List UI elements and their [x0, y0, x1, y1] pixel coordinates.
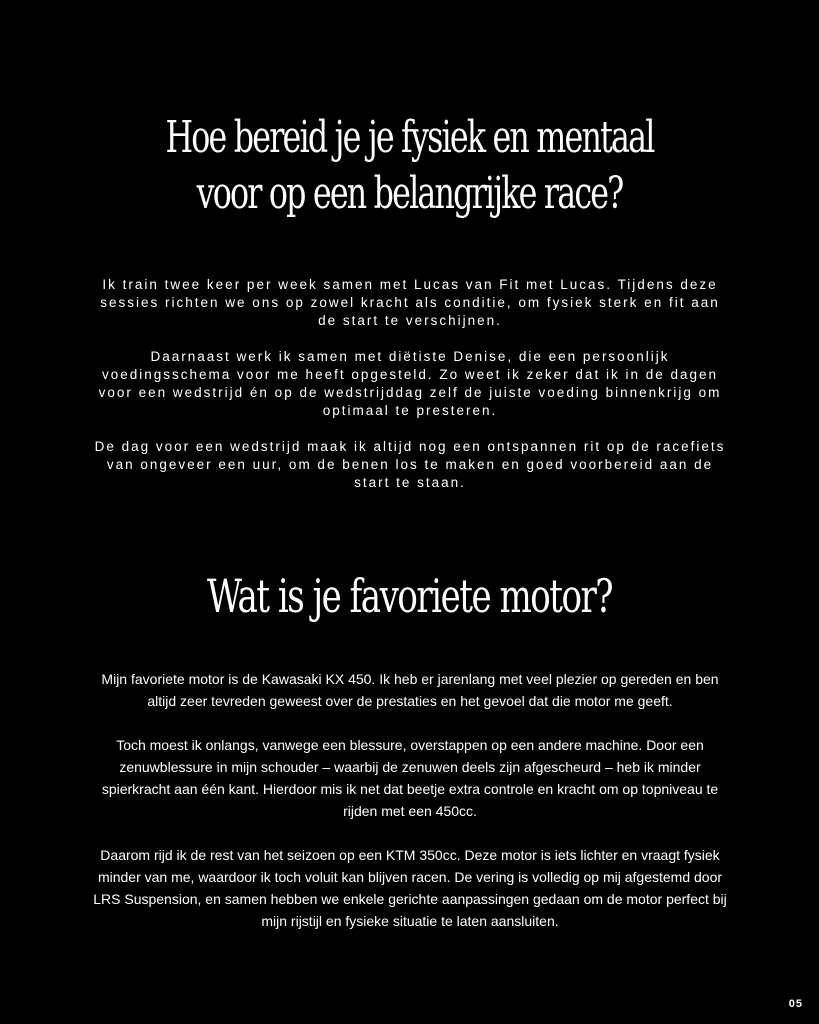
- paragraph: [70, 844, 750, 932]
- text-line: altijd zeer tevreden geweest over de prestaties en het gevoel dat die motor me geeft.: [147, 693, 673, 709]
- text-line: Daarnaast werk ik samen met diëtiste Denise, die een persoonlijk: [150, 349, 670, 364]
- text-line: optimaal te presteren.: [322, 403, 498, 418]
- text-line: Mijn favoriete motor is de Kawasaki KX 450. Ik heb er jarenlang met veel plezier op gereden en ben: [101, 671, 719, 687]
- text-line: Daarom rijd ik de rest van het seizoen op een KTM 350cc. Deze motor is iets lichter en vraagt fysiek: [100, 847, 720, 863]
- paragraph: [85, 438, 735, 492]
- text-line: start te staan.: [354, 475, 466, 490]
- section-2-heading: [106, 568, 712, 624]
- text-line: Ik train twee keer per week samen met Lucas van Fit met Lucas. Tijdens deze: [102, 277, 718, 292]
- text-line: mijn rijstijl en fysieke situatie te laten aansluiten.: [261, 913, 559, 929]
- text-line: minder van me, waardoor ik toch voluit kan blijven racen. De vering is volledig op mij afgestemd door: [97, 869, 723, 885]
- heading-line: Wat is je favoriete motor?: [206, 569, 613, 623]
- text-line: Toch moest ik onlangs, vanwege een blessure, overstappen op een andere machine. Door een: [116, 737, 704, 753]
- text-line: de start te verschijnen.: [318, 313, 502, 328]
- paragraph: [85, 348, 735, 420]
- section-1-heading: [115, 110, 705, 222]
- heading-line: voor op een belangrijke race?: [196, 168, 623, 219]
- text-line: spierkracht aan één kant. Hierdoor mis ik net dat beetje extra controle en kracht om op topniveau te: [101, 781, 719, 797]
- text-line: rijden met een 450cc.: [343, 803, 477, 819]
- section-2-body: [70, 668, 750, 954]
- page-number: 05: [788, 998, 803, 1010]
- text-line: voedingsschema voor me heeft opgesteld. Zo weet ik zeker dat ik in de dagen: [101, 367, 719, 382]
- paragraph: [85, 276, 735, 330]
- text-line: sessies richten we ons op zowel kracht als conditie, om fysiek sterk en fit aan: [100, 295, 720, 310]
- text-line: voor een wedstrijd én op de wedstrijddag zelf de juiste voeding binnenkrijg om: [98, 385, 722, 400]
- paragraph: [70, 668, 750, 712]
- section-1-body: [85, 276, 735, 510]
- text-line: zenuwblessure in mijn schouder – waarbij de zenuwen deels zijn afgescheurd – heb ik minder: [119, 759, 701, 775]
- paragraph: [70, 734, 750, 822]
- text-line: van ongeveer een uur, om de benen los te maken en goed voorbereid aan de: [106, 457, 714, 472]
- text-line: De dag voor een wedstrijd maak ik altijd nog een ontspannen rit op de racefiets: [94, 439, 726, 454]
- heading-line: Hoe bereid je je fysiek en mentaal: [165, 112, 654, 163]
- text-line: LRS Suspension, en samen hebben we enkele gerichte aanpassingen gedaan om de motor perfect bij: [93, 891, 727, 907]
